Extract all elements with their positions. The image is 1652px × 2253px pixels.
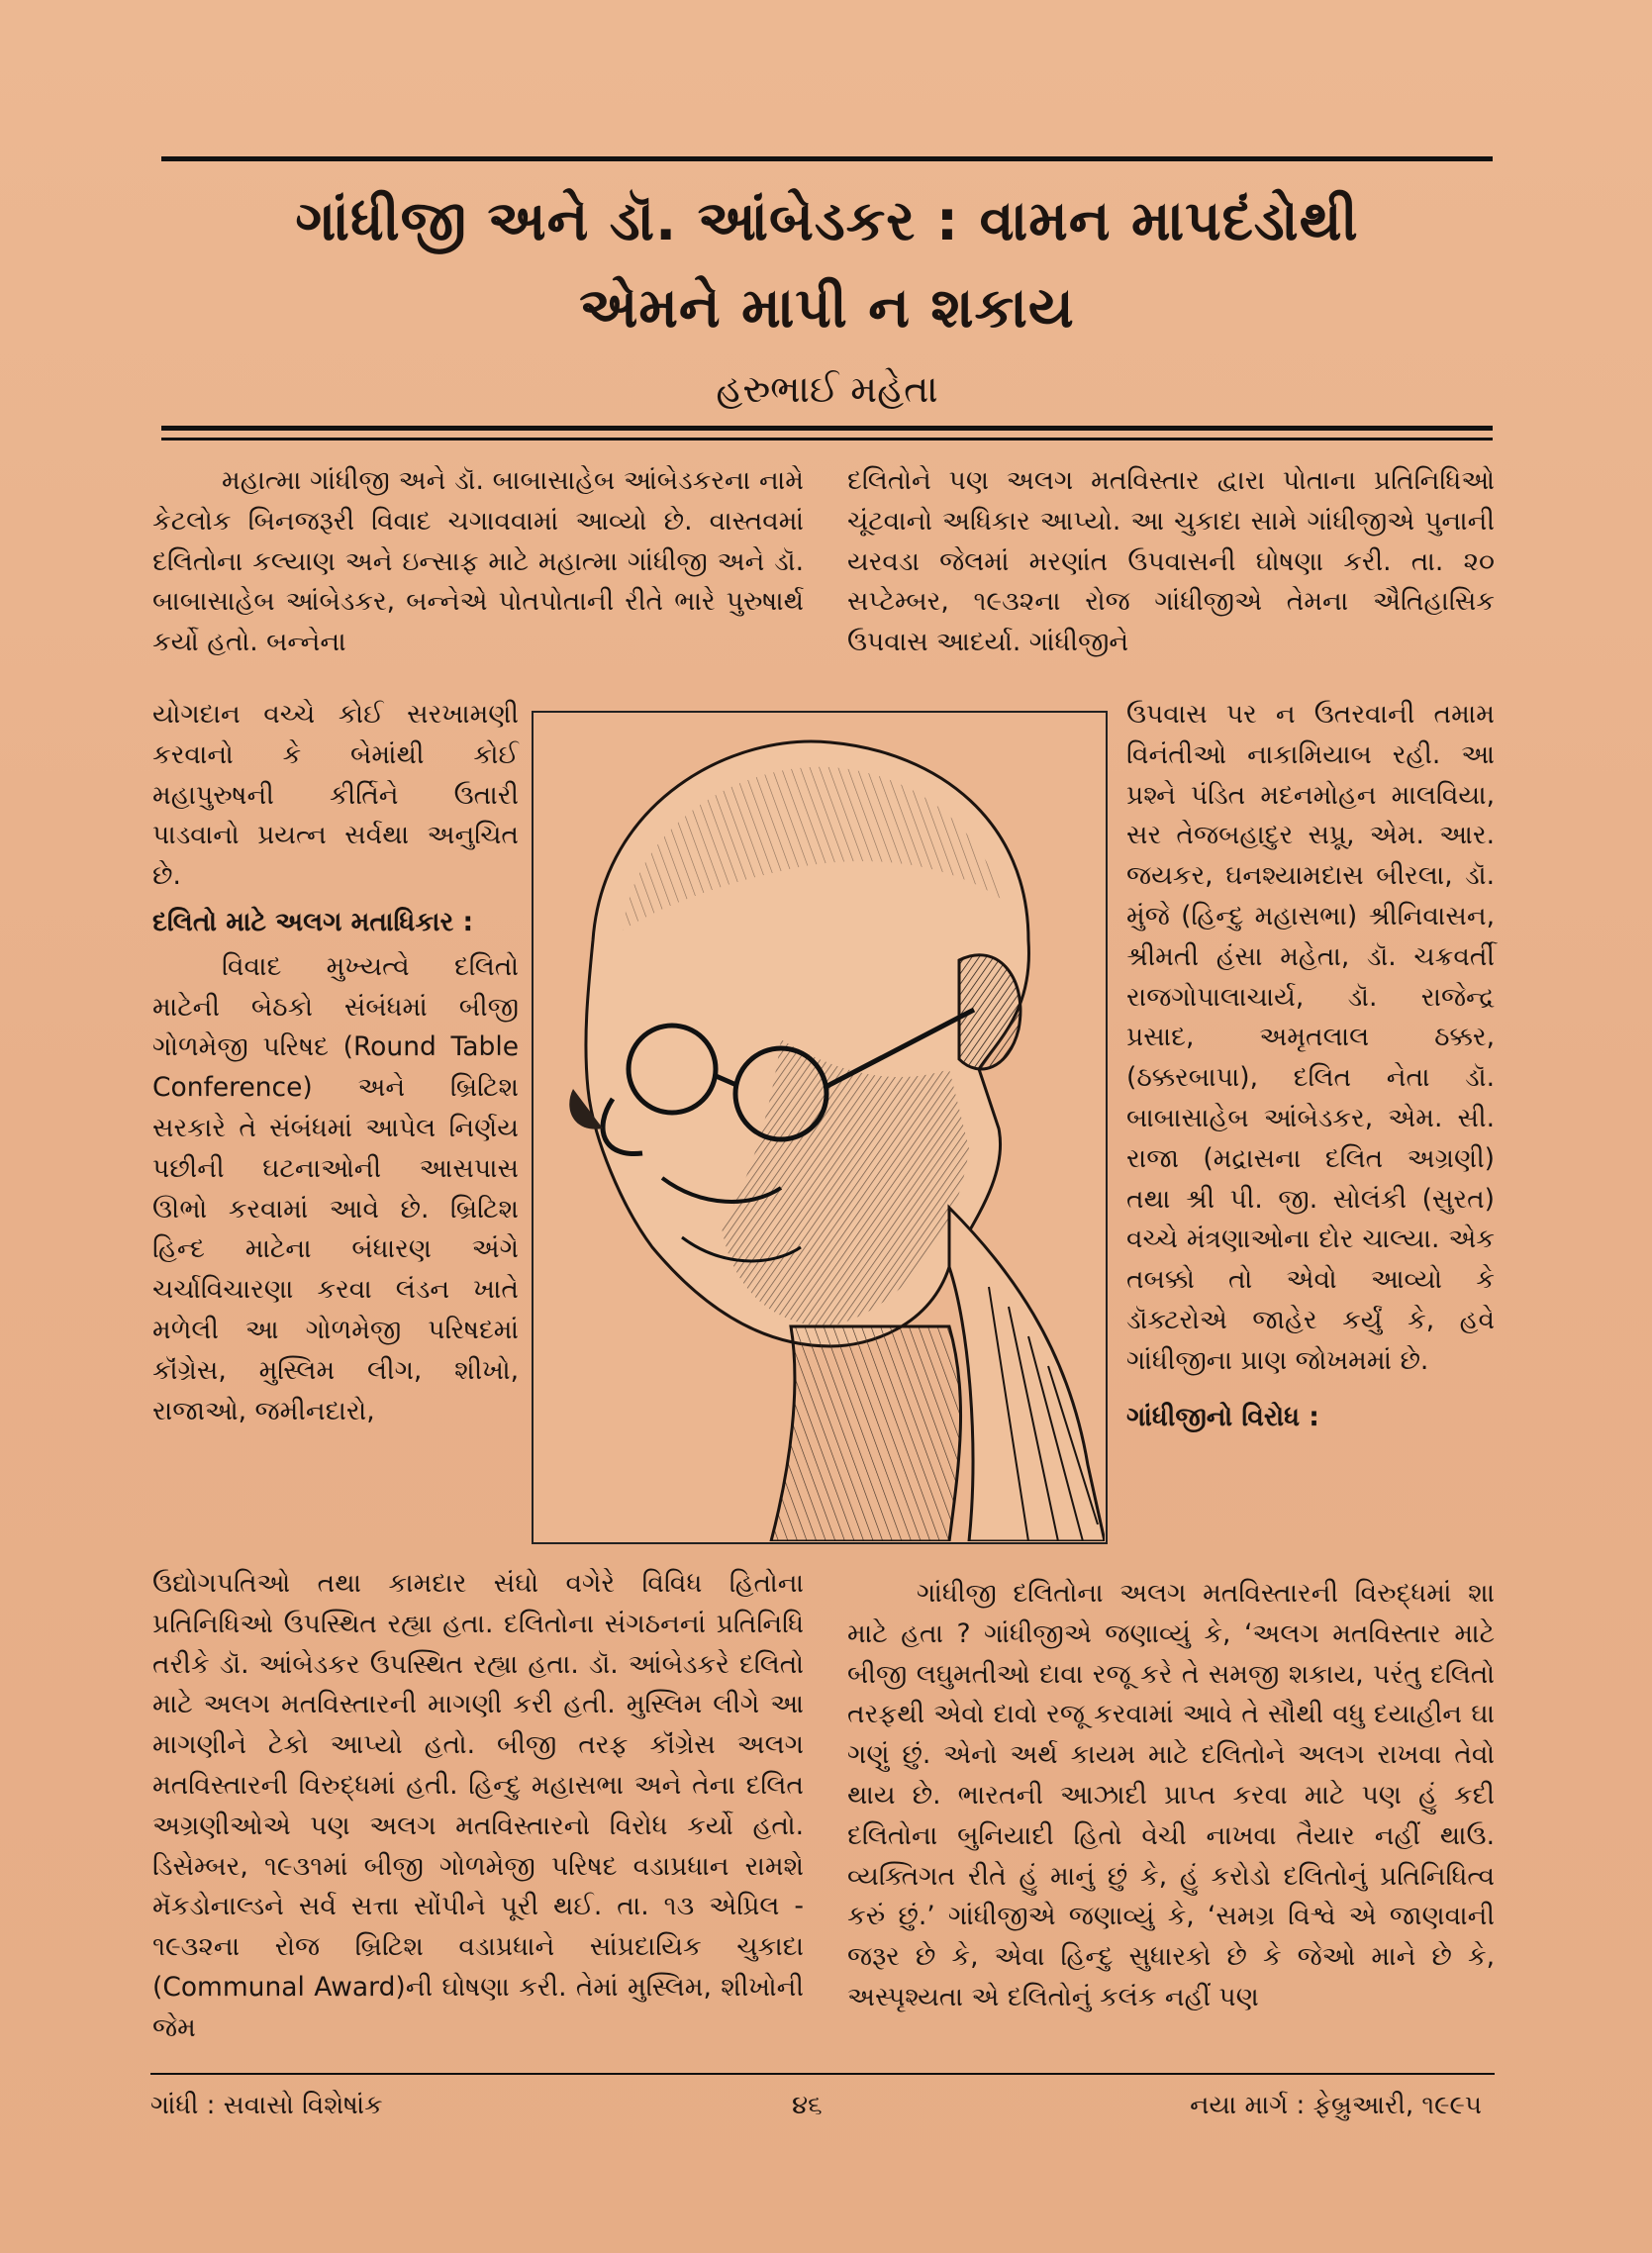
right-column-bottom [847,1574,1495,2018]
left-paragraph-2: વિવાદ મુખ્યત્વે દલિતો માટેની બેઠકો સંબંધમાં બીજી ગોળમેજી પરિષદ (Round Table Conference) અને બ્રિટિશ સરકારે તે સંબંધમાં આપેલ નિર્ણય પછીની ઘટનાઓની આસપાસ ઊભો કરવામાં આવે છે. બ્રિટિશ હિન્દ માટેના બંધારણ અંગે ચર્ચાવિચારણા કરવા લંડન ખાતે મળેલી આ ગોળમેજી પરિષદમાં કૉંગ્રેસ, મુસ્લિમ લીગ, શીખો, રાજાઓ, જમીનદારો, [152,950,519,1426]
right-bottom-paragraph: ગાંધીજી દલિતોના અલગ મતવિસ્તારની વિરુદ્ધમાં શા માટે હતા ? ગાંધીજીએ જણાવ્યું કે, ‘અલગ મતવિસ્તાર માટે બીજી લઘુમતીઓ દાવા રજૂ કરે તે સમજી શકાય, પરંતુ દલિતો તરફથી એવો દાવો રજૂ કરવામાં આવે તે સૌથી વધુ દયાહીન ઘા ગણું છું. એનો અર્થ કાયમ માટે દલિતોને અલગ રાખવા તેવો થાય છે. ભારતની આઝાદી પ્રાપ્ત કરવા માટે પણ હું કદી દલિતોના બુનિયાદી હિતો વેચી નાખવા તૈયાર નહીં થાઉ. વ્યક્તિગત રીતે હું માનું છું કે, હું કરોડો દલિતોનું પ્રતિનિધિત્વ કરું છું.’ ગાંધીજીએ જણાવ્યું કે, ‘સમગ્ર વિશ્વે એ જાણવાની જરૂર છે કે, એવા હિન્દુ સુધારકો છે કે જેઓ માને છે કે, અસ્પૃશ્યતા એ દલિતોનું કલંક નહીં પણ [847,1578,1495,2012]
section-heading-separate-electorate: દલિતો માટે અલગ મતાધિકાર : [152,906,474,937]
page-number: ૪૬ [792,2091,823,2120]
right-column-narrow [1126,695,1495,1441]
gandhi-portrait-illustration [534,713,1105,1541]
left-narrow-paragraph: યોગદાન વચ્ચે કોઈ સરખામણી કરવાનો કે બેમાંથી કોઈ મહાપુરુષની કીર્તિને ઉતારી પાડવાનો પ્રયત્ન સર્વથા અનુચિત છે. [152,699,519,892]
footer-publication: ગાંધી : સવાસો વિશેષાંક [150,2091,383,2120]
right-column-top [847,461,1495,663]
left-column-bottom [152,1564,804,2049]
left-bottom-paragraph: ઉદ્યોગપતિઓ તથા કામદાર સંઘો વગેરે વિવિધ હિતોના પ્રતિનિધિઓ ઉપસ્થિત રહ્યા હતા. દલિતોના સંગઠનનાં પ્રતિનિધિ તરીકે ડૉ. આંબેડકર ઉપસ્થિત રહ્યા હતા. ડૉ. આંબેડકરે દલિતો માટે અલગ મતવિસ્તારની માગણી કરી હતી. મુસ્લિમ લીગે આ માગણીને ટેકો આપ્યો હતો. બીજી તરફ કૉંગ્રેસ અલગ મતવિસ્તારની વિરુદ્ધમાં હતી. હિન્દુ મહાસભા અને તેના દલિત અગ્રણીઓએ પણ અલગ મતવિસ્તારનો વિરોધ કર્યો હતો. ડિસેમ્બર, ૧૯૩૧માં બીજી ગોળમેજી પરિષદ વડાપ્રધાન રામશે મૅકડોનાલ્ડને સર્વ સત્તા સોંપીને પૂરી થઈ. તા. ૧૩ એપ્રિલ - ૧૯૩૨ના રોજ બ્રિટિશ વડાપ્રધાને સાંપ્રદાયિક ચુકાદા (Communal Award)ની ઘોષણા કરી. તેમાં મુસ્લિમ, શીખોની જેમ [152,1568,804,2043]
footer-rule [150,2073,1495,2075]
top-rule [161,156,1493,161]
footer-issue: નયા માર્ગ : ફેબ્રુઆરી, ૧૯૯૫ [1190,2091,1482,2120]
right-narrow-paragraph: ઉપવાસ પર ન ઉતરવાની તમામ વિનંતીઓ નાકામિયાબ રહી. આ પ્રશ્ને પંડિત મદનમોહન માલવિયા, સર તેજબહાદુર સપ્રૂ, એમ. આર. જયકર, ઘનશ્યામદાસ બીરલા, ડૉ. મુંજે (હિન્દુ મહાસભા) શ્રીનિવાસન, શ્રીમતી હંસા મહેતા, ડૉ. ચક્રવર્તી રાજગોપાલાચાર્ય, ડૉ. રાજેન્દ્ર પ્રસાદ, અમૃતલાલ ઠક્કર, (ઠક્કરબાપા), દલિત નેતા ડૉ. બાબાસાહેબ આંબેડકર, એમ. સી. રાજા (મદ્રાસના દલિત અગ્રણી) તથા શ્રી પી. જી. સોલંકી (સુરત) વચ્ચે મંત્રણાઓના દોર ચાલ્યા. એક તબક્કો તો એવો આવ્યો કે ડૉક્ટરોએ જાહેર કર્યું કે, હવે ગાંધીજીના પ્રાણ જોખમમાં છે. [1126,699,1495,1376]
left-intro-paragraph: મહાત્મા ગાંધીજી અને ડૉ. બાબાસાહેબ આંબેડકરના નામે કેટલોક બિનજરૂરી વિવાદ ચગાવવામાં આવ્યો છે. વાસ્તવમાં દલિતોના કલ્યાણ અને ઇન્સાફ માટે મહાત્મા ગાંધીજી અને ડૉ. બાબાસાહેબ આંબેડકર, બન્નેએ પોતપોતાની રીતે ભારે પુરુષાર્થ કર્યો હતો. બન્નેના [152,465,804,658]
left-column-narrow [152,695,519,1431]
title-rule-thin [161,438,1493,441]
title-line-2: એમને માપી ન શકાય [579,276,1075,341]
title-rule-thick [161,426,1493,431]
left-column-top [152,461,804,663]
portrait-frame [532,711,1108,1544]
author-name: હરુભાઈ મહેતા [716,367,938,411]
right-top-paragraph: દલિતોને પણ અલગ મતવિસ્તાર દ્વારા પોતાના પ્રતિનિધિઓ ચૂંટવાનો અધિકાર આપ્યો. આ ચુકાદા સામે ગાંધીજીએ પુનાની યરવડા જેલમાં મરણાંત ઉપવાસની ઘોષણા કરી. તા. ૨૦ સપ્ટેમ્બર, ૧૯૩૨ના રોજ ગાંધીજીએ તેમના ઐતિહાસિક ઉપવાસ આદર્યા. ગાંધીજીને [847,465,1495,658]
section-heading-gandhi-opposition: ગાંધીજીનો વિરોધ : [1126,1401,1319,1432]
title-line-1: ગાંધીજી અને ડૉ. આંબેડકર : વામન માપદંડોથી [295,189,1359,253]
